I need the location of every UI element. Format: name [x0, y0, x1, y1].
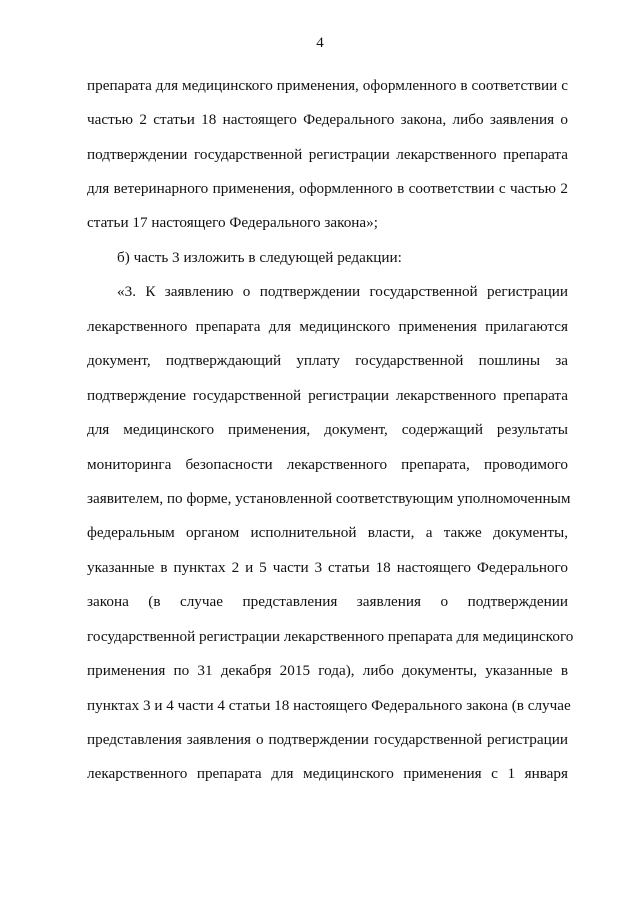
paragraph-start-line: «3. К заявлению о подтверждении государственной регистрации	[117, 283, 568, 300]
page-number: 4	[316, 35, 324, 51]
text-line: применения по 31 декабря 2015 года), либо документы, указанные в	[87, 662, 568, 679]
text-line: для ветеринарного применения, оформленного в соответствии с частью 2	[87, 180, 568, 197]
text-line: заявителем, по форме, установленной соответствующим уполномоченным	[87, 490, 571, 507]
text-line: лекарственного препарата для медицинского применения с 1 января	[87, 765, 568, 782]
text-line: федеральным органом исполнительной власти, а также документы,	[87, 524, 568, 541]
text-line: частью 2 статьи 18 настоящего Федерального закона, либо заявления о	[87, 111, 568, 128]
text-line: указанные в пунктах 2 и 5 части 3 статьи 18 настоящего Федерального	[87, 559, 568, 576]
list-item-b: б) часть 3 изложить в следующей редакции:	[117, 249, 402, 266]
text-line: подтверждении государственной регистрации лекарственного препарата	[87, 146, 568, 163]
text-line: препарата для медицинского применения, оформленного в соответствии с	[87, 77, 568, 94]
text-line: лекарственного препарата для медицинского применения прилагаются	[87, 318, 568, 335]
text-line: статьи 17 настоящего Федерального закона»;	[87, 214, 378, 231]
text-line: закона (в случае представления заявления о подтверждении	[87, 593, 568, 610]
text-line: подтверждение государственной регистрации лекарственного препарата	[87, 387, 568, 404]
text-line: мониторинга безопасности лекарственного препарата, проводимого	[87, 456, 568, 473]
text-line: для медицинского применения, документ, содержащий результаты	[87, 421, 568, 438]
text-line: государственной регистрации лекарственного препарата для медицинского	[87, 628, 574, 645]
text-line: документ, подтверждающий уплату государственной пошлины за	[87, 352, 568, 369]
text-line: представления заявления о подтверждении государственной регистрации	[87, 731, 568, 748]
text-line: пунктах 3 и 4 части 4 статьи 18 настоящего Федерального закона (в случае	[87, 697, 571, 714]
